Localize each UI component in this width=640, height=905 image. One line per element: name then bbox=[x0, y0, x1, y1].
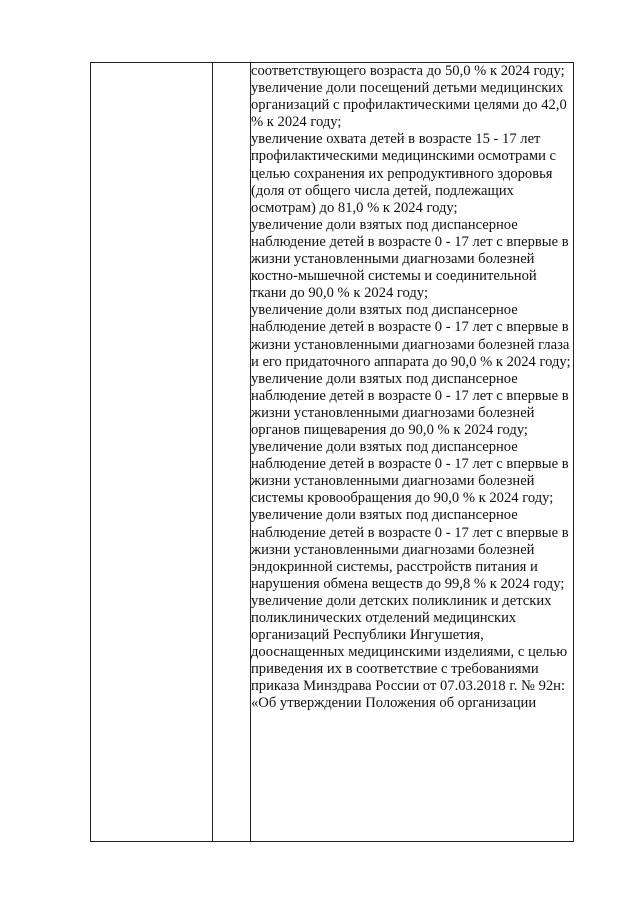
paragraph-endocrine-dispensary: увеличение доли взятых под диспансерное наблюдение детей в возрасте 0 - 17 лет с впервые в жизни установленными диагнозами болезней эндокринной системы, расстройств питания и нарушения обмена веществ до 99,8 % к 2024 году; bbox=[251, 507, 569, 592]
table-cell-first-column bbox=[91, 63, 213, 842]
paragraph-circulatory-dispensary: увеличение доли взятых под диспансерное наблюдение детей в возрасте 0 - 17 лет с впервые в жизни установленными диагнозами болезней системы кровообращения до 90,0 % к 2024 году; bbox=[251, 439, 569, 507]
table-cell-text-column bbox=[251, 63, 574, 842]
document-table bbox=[90, 62, 574, 842]
table-row bbox=[91, 63, 574, 842]
paragraph-digestive-dispensary: увеличение доли взятых под диспансерное наблюдение детей в возрасте 0 - 17 лет с впервые в жизни установленными диагнозами болезней органов пищеварения до 90,0 % к 2024 году; bbox=[251, 370, 569, 438]
paragraph-preventive-visits: увеличение доли посещений детьми медицинских организаций с профилактическими целями до 42,0 % к 2024 году; bbox=[251, 80, 567, 131]
paragraph-musculoskeletal-dispensary: увеличение доли взятых под диспансерное наблюдение детей в возрасте 0 - 17 лет с впервые в жизни установленными диагнозами болезней костно-мышечной системы и соединительной ткани до 90,0 % к 2024 году; bbox=[251, 216, 569, 302]
paragraph-eye-dispensary: увеличение доли взятых под диспансерное наблюдение детей в возрасте 0 - 17 лет с впервые в жизни установленными диагнозами болезней глаза и его придаточного аппарата до 90,0 % к 2024 году; bbox=[251, 302, 571, 370]
paragraph-polyclinics-equipment: увеличение доли детских поликлиник и детских поликлинических отделений медицинских организаций Республики Ингушетия, дооснащенных медицинскими изделиями, с целью приведения их в соответствие с требованиями приказа Минздрава России от 07.03.2018 г. № 92н: «Об утверждении Положения об организации bbox=[251, 592, 568, 712]
table-cell-second-column bbox=[213, 63, 251, 842]
paragraph-reproductive-health-exams: увеличение охвата детей в возрасте 15 - 17 лет профилактическими медицинскими осмотрами с целью сохранения их репродуктивного здоровья (доля от общего числа детей, подлежащих осмотрам) до 81,0 % к 2024 году; bbox=[251, 131, 557, 216]
paragraph-age-50-percent: соответствующего возраста до 50,0 % к 2024 году; bbox=[251, 63, 565, 79]
